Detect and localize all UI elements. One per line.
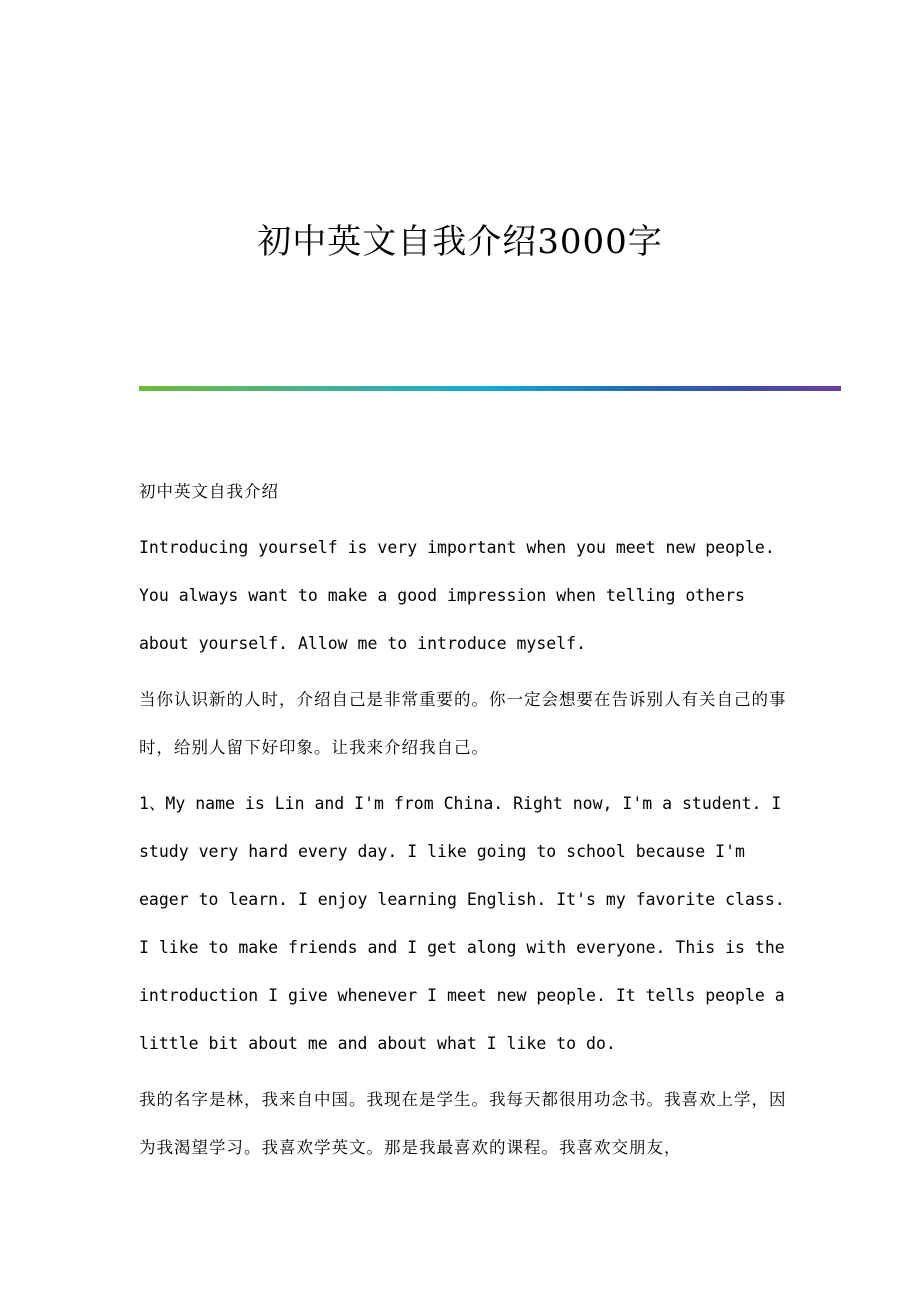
- document-title: 初中英文自我介绍3000字: [257, 222, 663, 262]
- paragraph-intro-cn: 当你认识新的人时，介绍自己是非常重要的。你一定会想要在告诉别人有关自己的事时，给别人留下好印象。让我来介绍我自己。: [139, 690, 787, 757]
- paragraph-example-1-en: 1、My name is Lin and I'm from China. Right now, I'm a student. I study very hard every day. I like going to school because I'm eager to learn. I enjoy learning English. It's my favorite class. I like to make friends and I get along with everyone. This is the introduction I give whenever I meet new people. It tells people a little bit about me and about what I like to do.: [139, 794, 795, 1053]
- title-divider: [139, 386, 841, 391]
- section-heading: 初中英文自我介绍: [139, 482, 279, 501]
- document-body: [139, 468, 795, 1180]
- paragraph-example-1-cn: 我的名字是林，我来自中国。我现在是学生。我每天都很用功念书。我喜欢上学，因为我渴望学习。我喜欢学英文。那是我最喜欢的课程。我喜欢交朋友，: [139, 1090, 787, 1157]
- paragraph-intro-en: Introducing yourself is very important when you meet new people. You always want to make a good impression when telling others about yourself. Allow me to introduce myself.: [139, 538, 785, 653]
